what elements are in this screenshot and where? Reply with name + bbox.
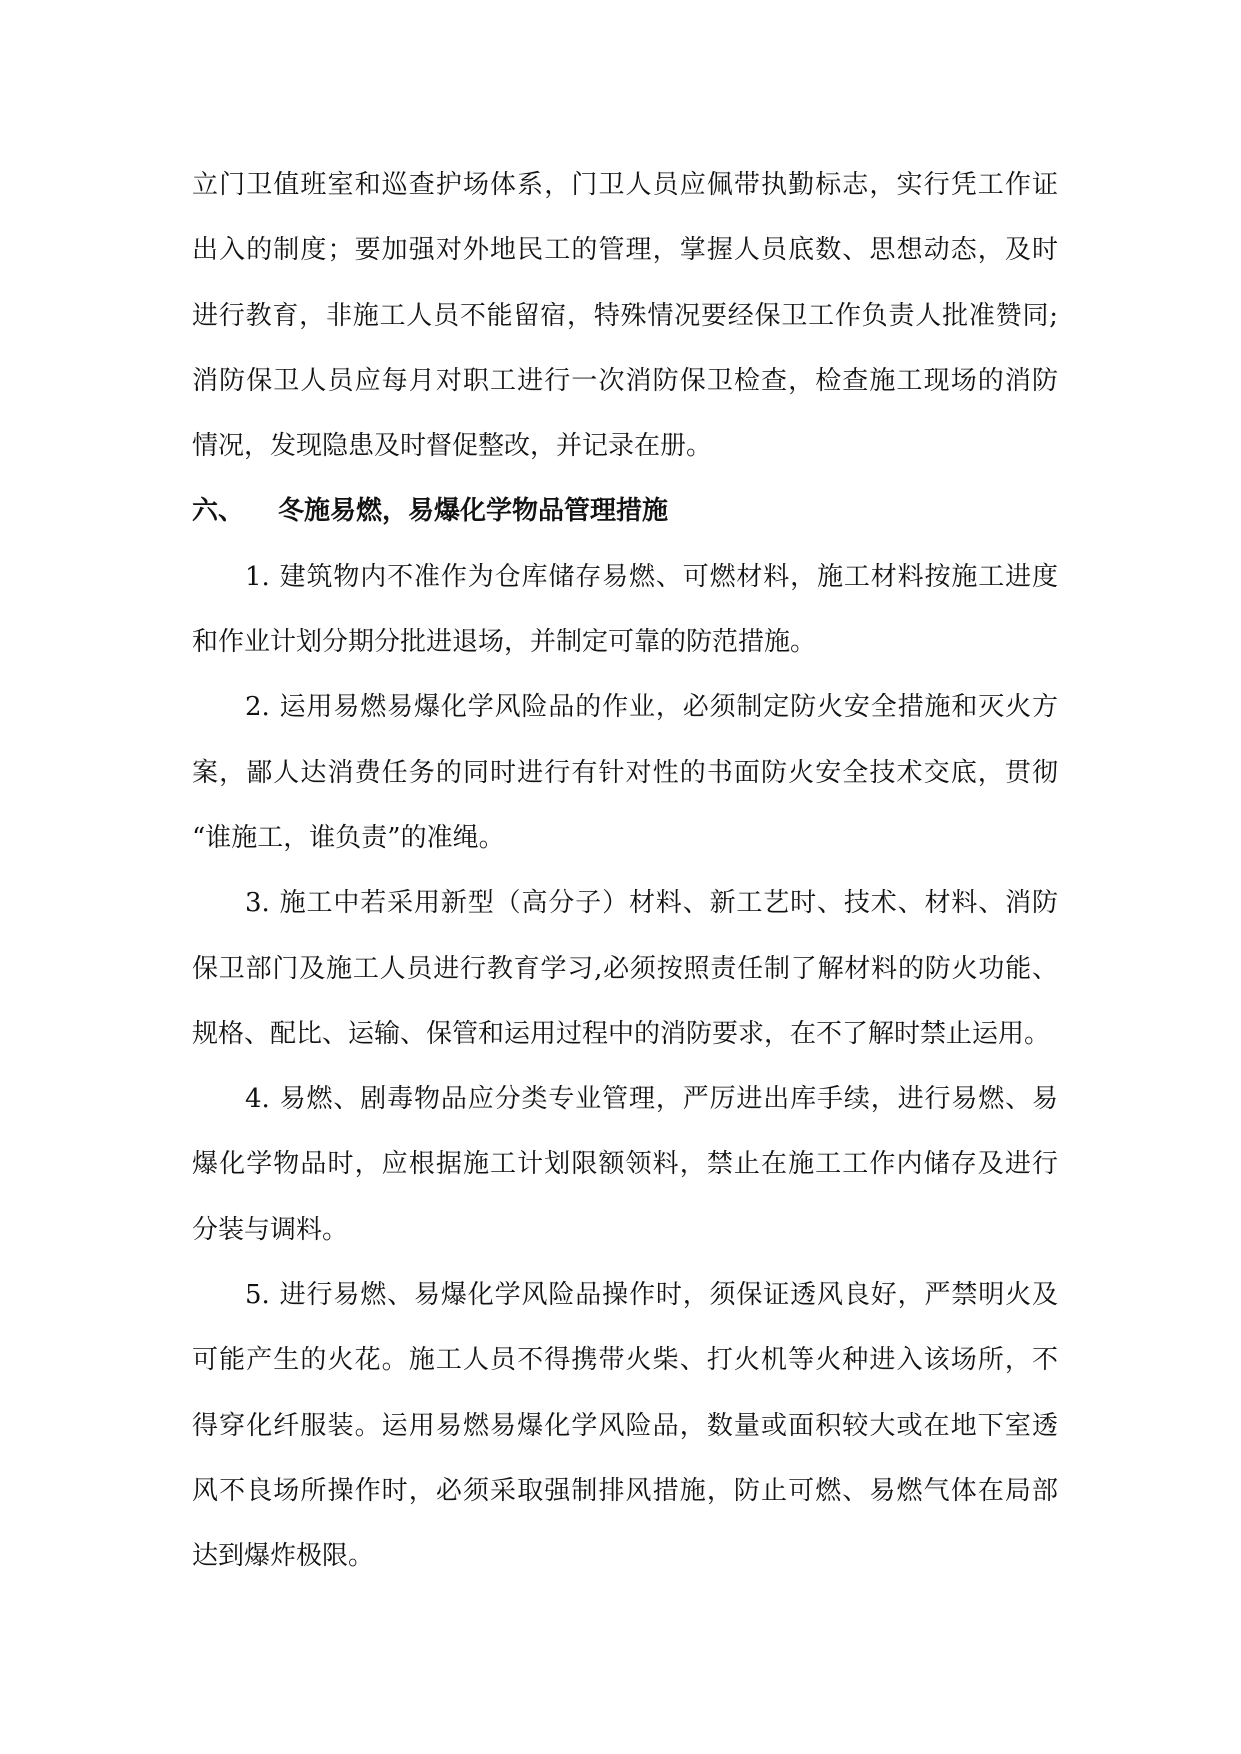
paragraph-line: 进行教育，非施工人员不能留宿，特殊情况要经保卫工作负责人批准赞同; xyxy=(192,300,1058,331)
paragraph-line: 分装与调料。 xyxy=(192,1214,349,1245)
list-item xyxy=(192,545,1058,676)
continuation-paragraph xyxy=(192,153,1058,479)
paragraph-line: 风不良场所操作时，必须采取强制排风措施，防止可燃、易燃气体在局部 xyxy=(192,1475,1058,1506)
paragraph-line: 案，鄙人达消费任务的同时进行有针对性的书面防火安全技术交底，贯彻 xyxy=(192,757,1058,788)
paragraph-line: 立门卫值班室和巡查护场体系，门卫人员应佩带执勤标志，实行凭工作证 xyxy=(192,170,1058,200)
paragraph-line: 爆化学物品时，应根据施工计划限额领料，禁止在施工工作内储存及进行 xyxy=(192,1149,1058,1180)
line-text: 进行易燃、易爆化学风险品操作时，须保证透风良好，严禁明火及 xyxy=(278,1280,1058,1311)
page-body xyxy=(192,153,1058,1590)
list-item xyxy=(192,675,1058,871)
paragraph-line xyxy=(192,675,1058,740)
paragraph-line xyxy=(192,1067,1058,1132)
line-text: 易燃、剧毒物品应分类专业管理，严厉进出库手续，进行易燃、易 xyxy=(278,1084,1058,1115)
line-text: 运用易燃易爆化学风险品的作业，必须制定防火安全措施和灭火方 xyxy=(278,692,1058,723)
line-text: 施工中若采用新型（高分子）材料、新工艺时、技术、材料、消防 xyxy=(278,888,1058,919)
list-item xyxy=(192,1067,1058,1263)
paragraph-line xyxy=(192,871,1058,936)
paragraph-line: 出入的制度；要加强对外地民工的管理，掌握人员底数、思想动态，及时 xyxy=(192,235,1058,266)
paragraph-line: 可能产生的火花。施工人员不得携带火柴、打火机等火种进入该场所，不 xyxy=(192,1345,1058,1376)
paragraph-line: “谁施工，谁负责”的准绳。 xyxy=(192,822,505,853)
paragraph-line: 达到爆炸极限。 xyxy=(192,1541,375,1572)
paragraph-line: 得穿化纤服装。运用易燃易爆化学风险品，数量或面积较大或在地下室透 xyxy=(192,1410,1058,1441)
item-number: 1. xyxy=(245,561,270,592)
section-title: 冬施易燃，易爆化学物品管理措施 xyxy=(278,496,669,527)
paragraph-line: 规格、配比、运输、保管和运用过程中的消防要求，在不了解时禁止运用。 xyxy=(192,1018,1051,1049)
paragraph-line: 和作业计划分期分批进退场，并制定可靠的防范措施。 xyxy=(192,627,817,658)
item-number: 4. xyxy=(245,1084,270,1115)
item-number: 2. xyxy=(245,692,270,723)
paragraph-line: 消防保卫人员应每月对职工进行一次消防保卫检查，检查施工现场的消防 xyxy=(192,365,1058,396)
list-item xyxy=(192,1263,1058,1589)
section-heading xyxy=(192,479,1058,544)
list-item xyxy=(192,871,1058,1067)
paragraph-line xyxy=(192,1263,1058,1328)
item-number: 5. xyxy=(245,1280,270,1311)
line-text: 建筑物内不准作为仓库储存易燃、可燃材料，施工材料按施工进度 xyxy=(278,561,1058,592)
section-number: 六、 xyxy=(192,496,245,527)
item-number: 3. xyxy=(245,888,270,919)
paragraph-line xyxy=(192,545,1058,610)
paragraph-line: 保卫部门及施工人员进行教育学习,必须按照责任制了解材料的防火功能、 xyxy=(192,953,1058,984)
paragraph-line: 情况，发现隐患及时督促整改，并记录在册。 xyxy=(192,431,713,462)
